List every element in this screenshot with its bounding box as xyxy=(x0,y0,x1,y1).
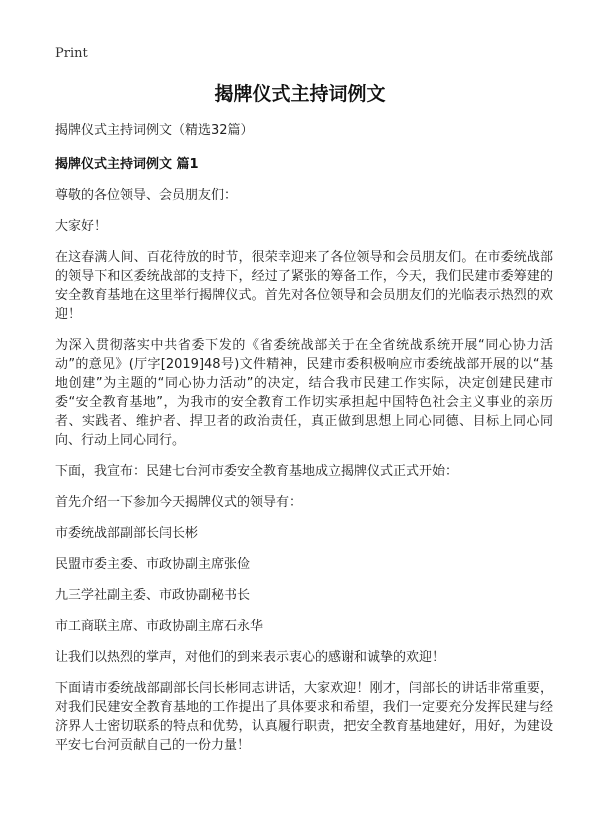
paragraph-welcome: 在这春满人间、百花待放的时节，很荣幸迎来了各位领导和会员朋友们。在市委统战部的领导下和区委统战部的支持下，经过了紧张的筹备工作，今天，我们民建市委筹建的安全教育基地在这里举行揭牌仪式。首先对各位领导和会员朋友们的光临表示热烈的欢迎！ xyxy=(55,250,553,322)
paragraph-leader-1: 市委统战部副部长闫长彬 xyxy=(55,526,199,541)
paragraph-introduction: 首先介绍一下参加今天揭牌仪式的领导有： xyxy=(55,495,303,510)
print-link[interactable]: Print xyxy=(55,46,88,61)
article-body xyxy=(55,122,553,767)
page-title: 揭牌仪式主持词例文 xyxy=(214,83,386,105)
paragraph-leader-2: 民盟市委主委、市政协副主席张俭 xyxy=(55,557,251,572)
paragraph-announcement: 下面，我宣布：民建七台河市委安全教育基地成立揭牌仪式正式开始： xyxy=(55,464,459,479)
paragraph-salutation: 尊敬的各位领导、会员朋友们： xyxy=(55,188,238,203)
section-heading: 揭牌仪式主持词例文 篇1 xyxy=(55,157,199,172)
paragraph-speech: 下面请市委统战部副部长闫长彬同志讲话，大家欢迎！刚才，闫部长的讲话非常重要，对我们民建安全教育基地的工作提出了具体要求和希望，我们一定要充分发挥民建与经济界人士密切联系的特点和优势，认真履行职责，把安全教育基地建好，用好，为建设平安七台河贡献自己的一份力量！ xyxy=(55,681,553,753)
paragraph-greeting: 大家好！ xyxy=(55,219,108,234)
paragraph-applause: 让我们以热烈的掌声，对他们的到来表示衷心的感谢和诚挚的欢迎！ xyxy=(55,650,446,665)
paragraph-background: 为深入贯彻落实中共省委下发的《省委统战部关于在全省统战系统开展“同心协力活动”的意见》(厅字[2019]48号)文件精神，民建市委积极响应市委统战部开展的以“基地创建”为主题的“同心协力活动”的决定，结合我市民建工作实际，决定创建民建市委“安全教育基地”，为我市的安全教育工作切实承担起中国特色社会主义事业的亲历者、实践者、维护者、捍卫者的政治责任，真正做到思想上同心同德、目标上同心同向、行动上同心同行。 xyxy=(55,338,553,448)
paragraph-leader-3: 九三学社副主委、市政协副秘书长 xyxy=(55,588,251,603)
paragraph-leader-4: 市工商联主席、市政协副主席石永华 xyxy=(55,619,264,634)
article-subtitle: 揭牌仪式主持词例文（精选32篇） xyxy=(55,123,254,138)
